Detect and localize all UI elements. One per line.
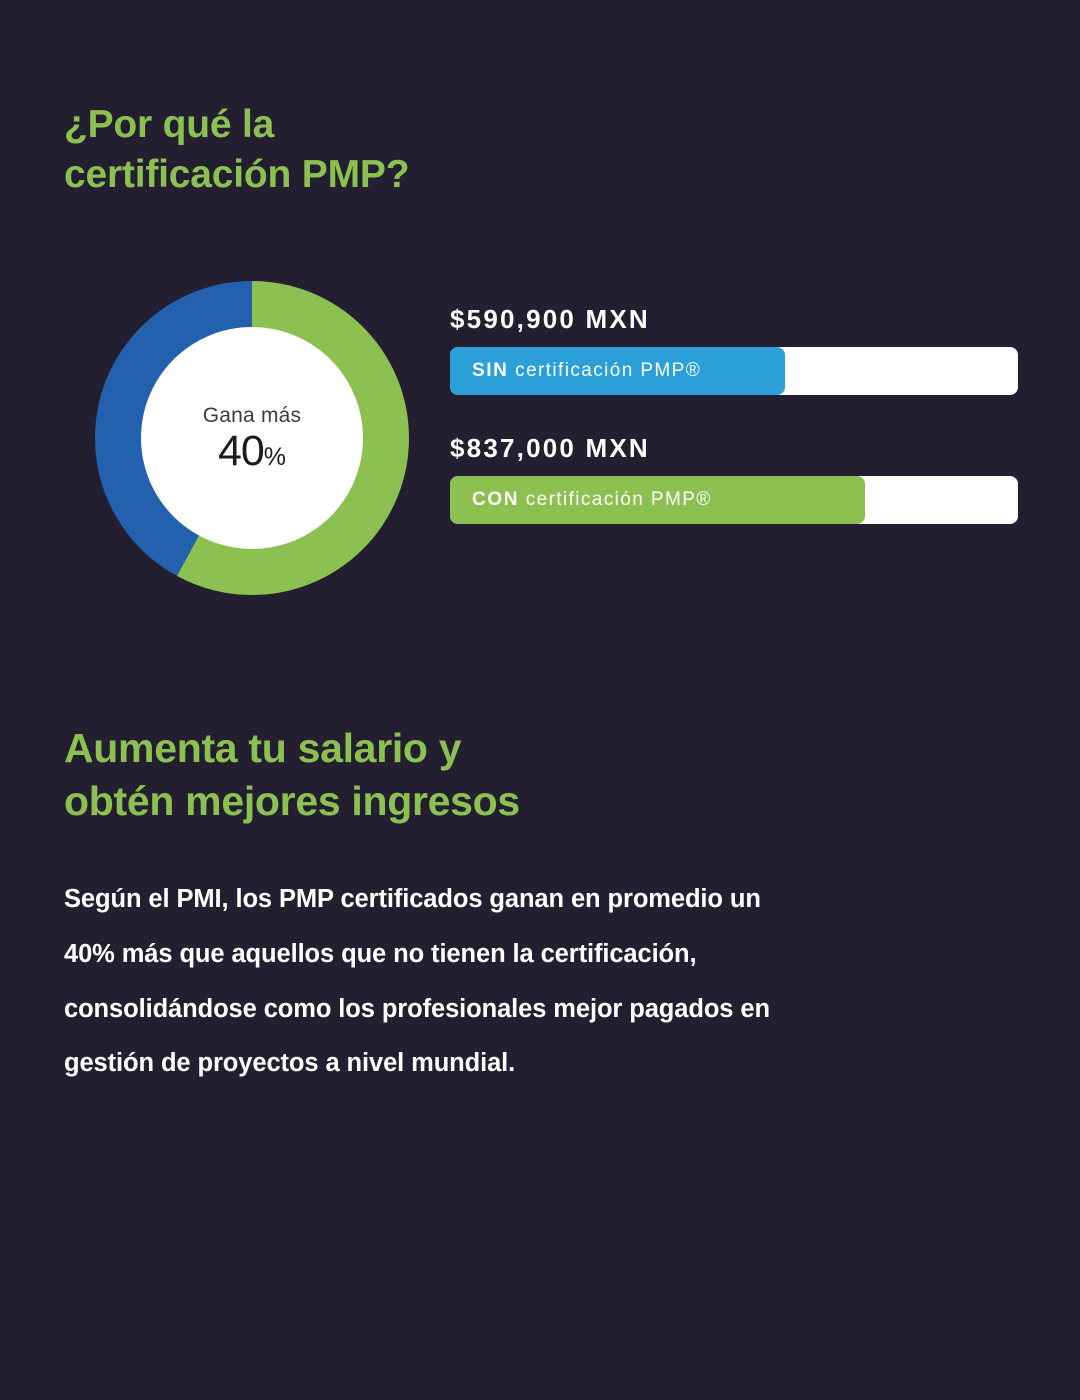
bar-label-con-rest: certificación PMP®: [519, 489, 712, 510]
bar-track-sin: [450, 347, 1018, 395]
body-paragraph: [64, 872, 1024, 1091]
bar-label-sin-strong: SIN: [472, 360, 509, 381]
salary-bars: [450, 304, 1024, 562]
section-title-line-2: obtén mejores ingresos: [64, 778, 520, 825]
bar-amount-sin: $590,900 MXN: [450, 304, 650, 334]
bar-label-sin: [472, 360, 701, 382]
salary-chart-block: [64, 278, 1024, 608]
bar-label-con-strong: CON: [472, 489, 520, 510]
donut-center-unit: %: [263, 442, 287, 471]
body-line-4: gestión de proyectos a nivel mundial.: [64, 1049, 516, 1078]
bar-amount-con: $837,000 MXN: [450, 433, 650, 463]
page-title-line-1: ¿Por qué la: [64, 103, 275, 146]
page-title: [64, 100, 664, 200]
bar-track-con: [450, 476, 1018, 524]
page-title-line-2: certificación PMP?: [64, 152, 410, 196]
bar-label-con: [472, 489, 712, 511]
donut-center-value-wrap: [217, 426, 287, 475]
donut-center-label: Gana más: [202, 403, 302, 427]
bar-group-sin: [450, 304, 1024, 395]
donut-chart: [92, 278, 412, 598]
bar-label-sin-rest: certificación PMP®: [508, 360, 702, 381]
donut-center: [141, 327, 363, 549]
bar-fill-sin: [450, 347, 785, 395]
section-title-line-1: Aumenta tu salario y: [64, 725, 462, 771]
bar-group-con: [450, 433, 1024, 524]
body-line-2: 40% más que aquellos que no tienen la certificación,: [64, 939, 697, 968]
body-line-1: Según el PMI, los PMP certificados ganan en promedio un: [64, 885, 761, 913]
donut-center-value: 40: [217, 426, 264, 475]
bar-fill-con: [450, 476, 865, 524]
body-line-3: consolidándose como los profesionales mejor pagados en: [64, 994, 770, 1023]
section-title: [64, 722, 884, 829]
